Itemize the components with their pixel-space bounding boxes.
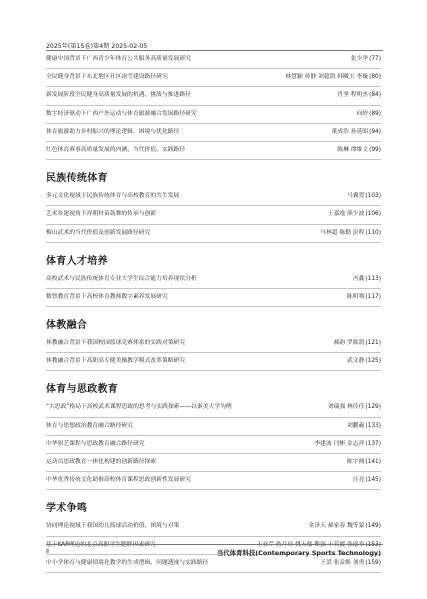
author-page: [331, 124, 381, 141]
author-page: [328, 399, 381, 416]
article-authors: 董成浩 孙延昭: [331, 128, 369, 135]
section-heading: 体育与思政教育: [46, 384, 119, 396]
article-authors: 张少净: [350, 56, 369, 62]
article-title[interactable]: 数字经济驱动下广西户外运动与体育旅游融合发展路径研究: [46, 110, 197, 117]
toc-entry[interactable]: [46, 454, 381, 472]
toc-entry[interactable]: [46, 87, 381, 105]
author-page: [347, 353, 381, 370]
article-title[interactable]: 高校武术与民族传统体育专业大学生综合能力培养现状分析: [46, 275, 197, 282]
toc-entry[interactable]: [46, 335, 381, 353]
article-title[interactable]: 全民健身背景下东北地区社区冰雪建设路径研究: [46, 74, 168, 81]
article-authors: 陈琳 谭维文: [337, 146, 369, 153]
article-authors: 金泽天 郝家春 魏等蒙: [308, 523, 365, 530]
article-title[interactable]: 中小学体育与健康情境化教学的生成逻辑、问题透视与实践路径: [46, 559, 209, 566]
page-number: (137): [365, 440, 381, 447]
issue-header: 2025年(第15卷)第4期 2025-02-05: [46, 43, 148, 50]
section-heading: 体教融合: [46, 320, 88, 332]
article-title[interactable]: 中华射艺课程与思政教育融合路径研究: [46, 440, 145, 447]
article-title[interactable]: 中华优秀传统文化助推高校体育课程思政创新性发展研究: [46, 477, 191, 484]
author-page: [334, 335, 381, 352]
author-page: [347, 454, 381, 471]
toc-entry[interactable]: [46, 289, 381, 307]
page-number: (106): [365, 211, 381, 218]
toc-entry[interactable]: [46, 51, 381, 69]
page-number: (153): [365, 541, 381, 548]
article-title[interactable]: 基于KAP理论的北京高职学生肥胖因素研究: [46, 541, 156, 548]
article-authors: 冯鑫: [352, 275, 365, 282]
toc-entry[interactable]: [46, 124, 381, 142]
author-page: [314, 436, 381, 453]
page-number: (77): [369, 56, 381, 62]
article-authors: 肖坚 程明杰: [337, 92, 369, 99]
toc-entry[interactable]: [46, 188, 381, 206]
article-title[interactable]: 体教融合背景下我国校园篮球竞赛体系的实践对策研究: [46, 340, 186, 347]
page-number: (133): [365, 422, 381, 429]
section-heading: 民族传统体育: [46, 173, 108, 185]
toc-entry[interactable]: [46, 353, 381, 371]
page-number: (125): [365, 358, 381, 365]
article-authors: 向婷: [356, 110, 369, 117]
author-page: [347, 418, 381, 435]
footer-rule: [46, 544, 383, 545]
toc-entry[interactable]: [46, 399, 381, 417]
article-authors: 马翼贺: [347, 193, 365, 200]
page-number: (80): [369, 74, 381, 81]
section-heading: 学术争鸣: [46, 503, 88, 515]
author-page: [320, 225, 381, 242]
article-authors: 王亚芹 蒋月玲 姚天郁 靳强 于若媛 张瑞奉: [256, 541, 365, 548]
article-title[interactable]: 多元文化视域下民族传统体育与高校教育的共生发展: [46, 193, 180, 200]
page-number: (159): [365, 559, 381, 566]
page-number: (145): [365, 477, 381, 484]
page-number: (103): [365, 193, 381, 200]
toc-entry[interactable]: [46, 472, 381, 490]
article-authors: 李建波 闫彬 金志祥: [314, 440, 365, 447]
page-number: (149): [365, 523, 381, 530]
page-number: (121): [365, 340, 381, 347]
journal-name: 当代体育科技(Contemporary Sports Technology): [216, 549, 381, 557]
toc-entry[interactable]: [46, 418, 381, 436]
page-number: (129): [365, 404, 381, 411]
article-authors: 刘鹏羲: [347, 422, 365, 429]
author-page: [347, 188, 381, 205]
author-page: [351, 51, 381, 68]
article-authors: 刘瑞强 林佳佳: [327, 404, 365, 411]
page-number: (89): [369, 110, 381, 117]
toc-entry[interactable]: [46, 225, 381, 243]
page-number: (94): [369, 128, 381, 135]
article-title[interactable]: 运动员思政教育一体化构建的创新路径探索: [46, 459, 157, 465]
article-title[interactable]: 数智教育背景下高校体育教师数字素养发展研究: [46, 293, 168, 300]
toc-entry[interactable]: [46, 206, 381, 224]
page-number: (99): [369, 146, 381, 153]
section-heading: 体育人才培养: [46, 255, 108, 267]
article-authors: 林慧颖 孙静 刘超凯 韩曦玉 李璇: [285, 74, 369, 81]
toc-entry[interactable]: [46, 106, 381, 124]
article-authors: 武文静: [347, 358, 365, 365]
article-title[interactable]: 协同理论视域下我国幼儿篮球活动价值、困境与对策: [46, 523, 180, 530]
article-title[interactable]: 体教融合背景下高职高专健美操教学模式改革策略研究: [46, 358, 186, 365]
article-title[interactable]: 健康中国背景下广西青少年体育公共服务高质量发展研究: [46, 56, 191, 62]
page-number: (113): [365, 275, 381, 282]
article-authors: 马林超 陈勤 彭程: [320, 229, 365, 236]
article-title[interactable]: 新发展阶段全民健身高质量发展的机遇、挑战与推进路径: [46, 92, 191, 99]
article-title[interactable]: 体育与思想政治教育融合路径研究: [46, 422, 133, 429]
article-authors: 王滔 张益焕 刘勇: [320, 559, 365, 566]
author-page: [320, 555, 381, 572]
author-page: [285, 69, 381, 86]
author-page: [328, 206, 381, 223]
author-page: [353, 472, 381, 489]
toc-entry[interactable]: [46, 69, 381, 87]
article-title[interactable]: 梅山武术的当代价值及创新发展路径研究: [46, 229, 151, 236]
toc-entry[interactable]: [46, 555, 381, 573]
page-number: (141): [365, 459, 381, 465]
toc-entry[interactable]: [46, 271, 381, 289]
toc-entry[interactable]: [46, 518, 381, 536]
article-title[interactable]: 艺术乡建视角下祥朝村苗鼓舞的传承与创新: [46, 211, 157, 218]
author-page: [356, 106, 381, 123]
article-authors: 陈明骞: [347, 293, 365, 300]
article-title[interactable]: “大思政”格局下高校武术课程思政的思考与实践探索——以秦美大学为例: [46, 404, 232, 411]
page-mark: Ⅱ: [46, 548, 49, 555]
article-title[interactable]: 红色体育赛事高质量发展的内涵、当代价值、实践路径: [46, 146, 186, 153]
author-page: [347, 289, 381, 306]
article-authors: 汪亮: [352, 477, 365, 484]
author-page: [337, 87, 381, 104]
toc-entry[interactable]: [46, 436, 381, 454]
page-number: (110): [365, 229, 381, 236]
page-number: (84): [369, 92, 381, 99]
toc-entry[interactable]: [46, 142, 381, 160]
article-authors: 王嘉逸 熊少波: [327, 211, 365, 218]
author-page: [353, 271, 381, 288]
article-authors: 陈宇阁: [347, 459, 365, 465]
author-page: [309, 518, 381, 535]
table-of-contents: [46, 51, 381, 573]
article-authors: 郝韵 罗源凯: [333, 340, 365, 347]
page-number: (117): [365, 293, 381, 300]
article-title[interactable]: 体育旅游助力乡村振兴的理论逻辑、困境与优化路径: [46, 128, 180, 135]
author-page: [337, 142, 381, 159]
